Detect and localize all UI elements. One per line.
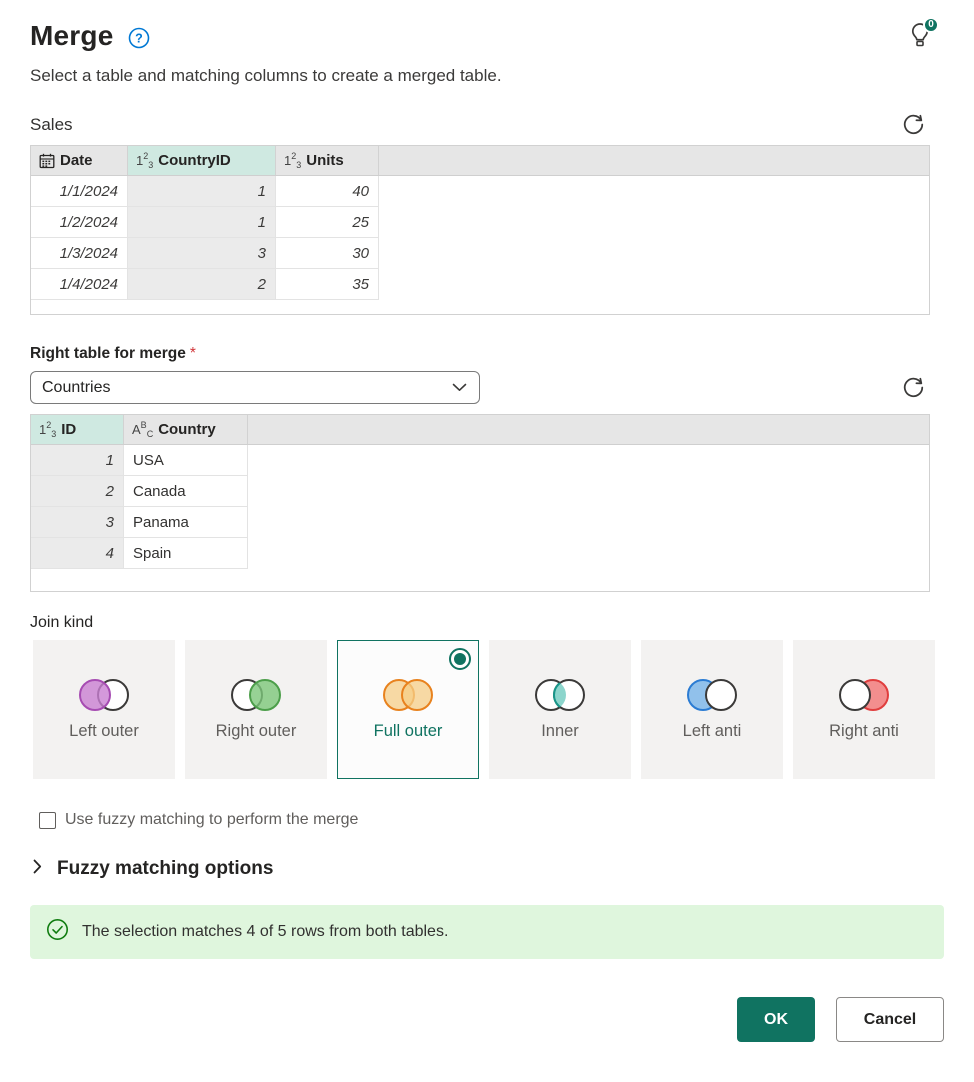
join-kind-inner[interactable] xyxy=(489,640,631,779)
venn-right-anti-icon xyxy=(836,677,892,713)
cell-countryid: 1 xyxy=(128,207,276,238)
table-row xyxy=(31,538,929,569)
right-table-dropdown[interactable] xyxy=(30,371,480,404)
chevron-down-icon xyxy=(452,379,467,397)
column-header-units[interactable]: $1^2_3$ Units xyxy=(276,146,379,175)
refresh-right-table-button[interactable] xyxy=(901,375,926,400)
refresh-left-table-button[interactable] xyxy=(901,112,926,137)
table-row xyxy=(31,507,929,538)
join-kind-label-text: Left outer xyxy=(69,721,139,740)
join-kind-label-text: Right outer xyxy=(215,721,297,740)
suggestions-count-badge: 0 xyxy=(923,17,939,33)
suggestions-button[interactable] xyxy=(908,21,932,52)
cell-units: 40 xyxy=(276,176,379,207)
cell-units: 30 xyxy=(276,238,379,269)
number-type-icon: $1^2_3$ xyxy=(136,150,154,170)
venn-left-anti-icon xyxy=(684,677,740,713)
right-table-select-row xyxy=(30,371,944,404)
join-kind-label: Join kind xyxy=(30,614,94,631)
fuzzy-matching-checkbox[interactable] xyxy=(39,812,56,829)
fuzzy-matching-checkbox-row[interactable] xyxy=(39,811,944,829)
cell-countryid: 3 xyxy=(128,238,276,269)
cell-countryid: 2 xyxy=(128,269,276,300)
cell-countryid: 1 xyxy=(128,176,276,207)
cancel-button[interactable]: Cancel xyxy=(836,997,944,1042)
calendar-icon xyxy=(39,153,55,169)
refresh-icon xyxy=(901,375,926,400)
lightbulb-icon xyxy=(908,37,932,52)
cell-country: Panama xyxy=(124,507,248,538)
table-header-row xyxy=(31,415,929,445)
cell-id: 2 xyxy=(31,476,124,507)
cell-id: 3 xyxy=(31,507,124,538)
dialog-header xyxy=(30,20,944,52)
number-type-icon: $1^2_3$ xyxy=(39,419,57,439)
venn-right-outer-icon xyxy=(228,677,284,713)
column-header-countryid[interactable]: $1^2_3$ CountryID xyxy=(128,146,276,175)
svg-text:?: ? xyxy=(135,31,144,46)
dropdown-selected-value: Countries xyxy=(42,378,111,396)
status-message-bar xyxy=(30,905,944,959)
table-row xyxy=(31,207,929,238)
success-check-icon xyxy=(46,918,69,946)
table-header-row xyxy=(31,146,929,176)
column-header-country[interactable]: $A^B_C$ Country xyxy=(124,415,248,444)
join-kind-left-anti[interactable] xyxy=(641,640,783,779)
selected-radio-icon xyxy=(449,648,471,670)
join-kind-options xyxy=(33,640,944,779)
header-filler xyxy=(379,146,929,175)
ok-button[interactable]: OK xyxy=(737,997,815,1042)
chevron-right-icon xyxy=(33,859,42,879)
cell-date: 1/3/2024 xyxy=(31,238,128,269)
left-table xyxy=(30,145,930,315)
left-table-name: Sales xyxy=(30,114,73,134)
right-table-field-label: Right table for merge * xyxy=(30,345,196,362)
fuzzy-matching-checkbox-label: Use fuzzy matching to perform the merge xyxy=(65,811,359,828)
cell-id: 1 xyxy=(31,445,124,476)
cell-country: Canada xyxy=(124,476,248,507)
join-kind-left-outer[interactable] xyxy=(33,640,175,779)
right-table xyxy=(30,414,930,592)
cell-country: Spain xyxy=(124,538,248,569)
dialog-subtitle: Select a table and matching columns to create a merged table. xyxy=(30,66,502,85)
text-type-icon: $A^B_C$ xyxy=(132,419,154,439)
left-table-header-row xyxy=(30,112,944,137)
join-kind-right-outer[interactable] xyxy=(185,640,327,779)
cell-date: 1/2/2024 xyxy=(31,207,128,238)
table-row xyxy=(31,176,929,207)
venn-full-outer-icon xyxy=(380,677,436,713)
join-kind-label-text: Right anti xyxy=(829,721,899,740)
venn-inner-icon xyxy=(532,677,588,713)
refresh-icon xyxy=(901,112,926,137)
table-row xyxy=(31,476,929,507)
venn-left-outer-icon xyxy=(76,677,132,713)
table-row xyxy=(31,238,929,269)
table-row xyxy=(31,269,929,300)
help-icon[interactable] xyxy=(127,26,151,50)
fuzzy-options-label: Fuzzy matching options xyxy=(57,858,274,879)
join-kind-right-anti[interactable] xyxy=(793,640,935,779)
required-marker: * xyxy=(189,345,196,362)
status-message: The selection matches 4 of 5 rows from both tables. xyxy=(82,923,449,940)
column-header-date[interactable]: Date xyxy=(31,146,128,175)
header-filler xyxy=(248,415,929,444)
join-kind-label-text: Inner xyxy=(541,721,579,740)
cell-id: 4 xyxy=(31,538,124,569)
dialog-footer xyxy=(30,997,944,1042)
page-title: Merge xyxy=(30,20,114,51)
column-header-id[interactable]: $1^2_3$ ID xyxy=(31,415,124,444)
number-type-icon: $1^2_3$ xyxy=(284,150,302,170)
join-kind-label-text: Full outer xyxy=(373,721,443,740)
cell-units: 35 xyxy=(276,269,379,300)
cell-units: 25 xyxy=(276,207,379,238)
join-kind-full-outer[interactable] xyxy=(337,640,479,779)
cell-country: USA xyxy=(124,445,248,476)
cell-date: 1/4/2024 xyxy=(31,269,128,300)
fuzzy-options-expander[interactable] xyxy=(33,858,944,880)
cell-date: 1/1/2024 xyxy=(31,176,128,207)
table-row xyxy=(31,445,929,476)
join-kind-label-text: Left anti xyxy=(682,721,742,740)
